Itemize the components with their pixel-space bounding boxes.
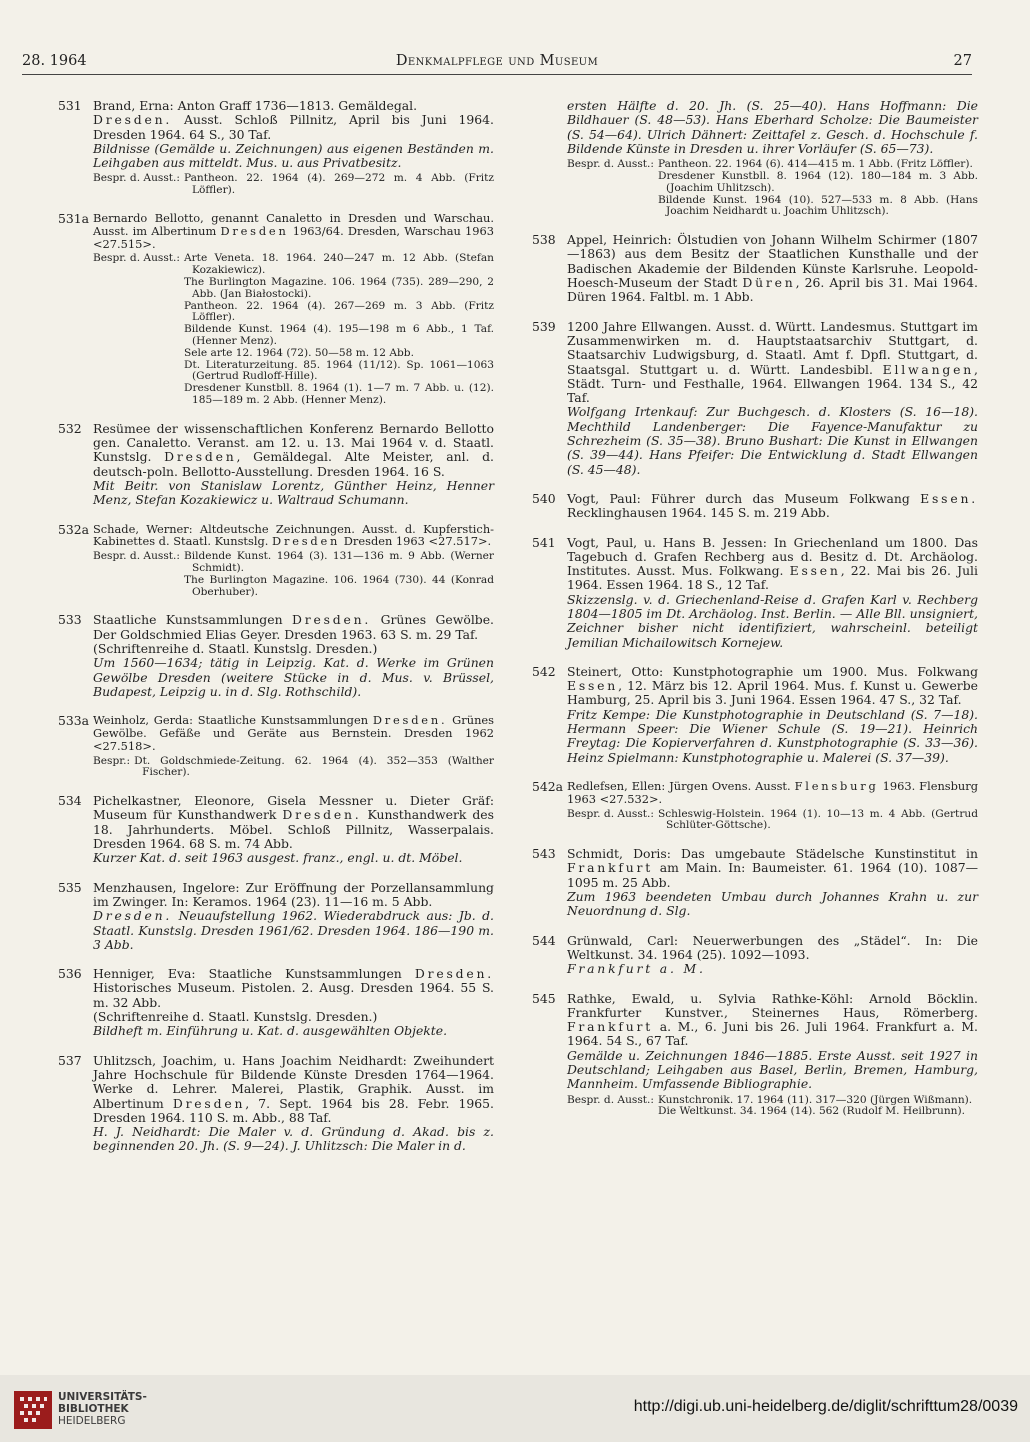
entry-text: Redlefsen, Ellen: Jürgen Ovens. Ausst. Flensburg 1963. Flensburg 1963 <27.532>. (567, 778, 978, 806)
entry-text: Vogt, Paul: Führer durch das Museum Folkwang Essen. Recklinghausen 1964. 145 S. m. 219 Abb. (567, 490, 978, 521)
entry-532a (58, 523, 494, 599)
entry-annotation: Um 1560—1634; tätig in Leipzig. Kat. d. Werke im Grünen Gewölbe Dresden (weitere Stücke in d. Mus. v. Brüssel, Budapest, Leipzig u. in d. Slg. Rothschild). (93, 655, 494, 699)
entry-number: 533 (58, 612, 82, 628)
entry-533a (58, 714, 494, 779)
review-list: Bespr. d. Ausst.: Schleswig-Holstein. 1964 (1). 10—13 m. 4 Abb. (Gertrud Schlüter-Göttsche). (567, 807, 978, 832)
entry-text: Appel, Heinrich: Ölstudien von Johann Wilhelm Schirmer (1807—1863) aus dem Besitz der Staatlichen Kunsthalle und der Badischen Akademie der Bildenden Künste Karlsruhe. Leopold-Hoesch-Museum der Stadt Düren, 26. April bis 31. Mai 1964. Düren 1964. Faltbl. m. 1 Abb. (567, 232, 978, 305)
entry-text: Brand, Erna: Anton Graff 1736—1813. Gemäldegal. Dresden. Ausst. Schloß Pillnitz, April bis Juni 1964. Dresden 1964. 64 S., 30 Taf. (93, 98, 494, 142)
entry-number: 540 (532, 490, 556, 506)
entry-number: 535 (58, 879, 82, 895)
entry-text: Schmidt, Doris: Das umgebaute Städelsche Kunstinstitut in Frankfurt am Main. In: Baumeister. 61. 1964 (10). 1087—1095 m. 25 Abb. (567, 846, 978, 890)
right-column (532, 99, 978, 1133)
review-list: Bespr. d. Ausst.: Pantheon. 22. 1964 (6). 414—415 m. 1 Abb. (Fritz Löffler). Dresdener Kunstbll. 8. 1964 (12). 180—184 m. 3 Abb. (Joachim Uhlitzsch). Bildende Kunst. 1964 (10). 527—533 m. 8 Abb. (Hans Joachim Neidhardt u. Joachim Uhlitzsch). (567, 158, 978, 218)
entry-annotation: H. J. Neidhardt: Die Maler v. d. Gründung d. Akad. bis z. beginnenden 20. Jh. (S. 9—24). J. Uhlitzsch: Die Maler in d. (93, 1124, 494, 1154)
review-list: Bespr. d. Ausst.: Kunstchronik. 17. 1964 (11). 317—320 (Jürgen Wißmann). Die Weltkunst. 34. 1964 (14). 562 (Rudolf M. Heilbrunn). (567, 1093, 973, 1118)
left-column (58, 99, 494, 1169)
entry-text: Uhlitzsch, Joachim, u. Hans Joachim Neidhardt: Zweihundert Jahre Hochschule für Bildende Künste Dresden 1764—1964. Werke d. Lehrer. Malerei, Plastik, Graphik. Ausst. im Albertinum Dresden, 7. Sept. 1964 bis 28. Febr. 1965. Dresden 1964. 110 S. m. Abb., 88 Taf. (93, 1052, 494, 1125)
entry-text: Henniger, Eva: Staatliche Kunstsammlungen Dresden. Historisches Museum. Pistolen. 2. Ausg. Dresden 1964. 55 S. m. 32 Abb. (93, 966, 494, 1010)
entry-535 (58, 881, 494, 952)
entry-text: Resümee der wissenschaftlichen Konferenz Bernardo Bellotto gen. Canaletto. Veranst. am 12. u. 13. Mai 1964 v. d. Staatl. Kunstslg. Dresden, Gemäldegal. Alte Meister, anl. d. deutsch-poln. Bellotto-Ausstellung. Dresden 1964. 16 S. (93, 420, 494, 479)
entry-544 (532, 934, 978, 977)
entry-text: Grünwald, Carl: Neuerwerbungen des „Städel“. In: Die Weltkunst. 34. 1964 (25). 1092—1093. (567, 932, 978, 962)
entry-533 (58, 613, 494, 699)
library-logo-icon (14, 1391, 52, 1429)
entry-number: 532a (58, 521, 90, 537)
entry-number: 531 (58, 98, 82, 113)
entry-number: 542 (532, 663, 556, 679)
library-name: UNIVERSITÄTS- BIBLIOTHEK HEIDELBERG (58, 1391, 147, 1427)
entry-542a (532, 780, 978, 832)
entry-number: 543 (532, 846, 556, 862)
entry-number: 541 (532, 534, 556, 550)
entry-number: 536 (58, 966, 82, 982)
review-list: Bespr.: Dt. Goldschmiede-Zeitung. 62. 1964 (4). 352—353 (Walther Fischer). (93, 754, 494, 779)
entry-538 (532, 233, 978, 304)
entry-540 (532, 492, 978, 521)
entry-annotation: Gemälde u. Zeichnungen 1846—1885. Erste Ausst. seit 1927 in Deutschland; Leihgaben aus Basel, Berlin, Bremen, Hamburg, Mannheim. Umfassende Bibliographie. (567, 1047, 978, 1092)
series-note: (Schriftenreihe d. Staatl. Kunstslg. Dresden.) (93, 1009, 378, 1025)
entry-531 (58, 99, 494, 197)
entry-annotation: ersten Hälfte d. 20. Jh. (S. 25—40). Hans Hoffmann: Die Bildhauer (S. 48—53). Hans Eberhard Scholze: Die Baumeister (S. 54—64). Ulrich Dähnert: Zeittafel z. Gesch. d. Hochschule f. Bildende Künste in Dresden u. ihrer Vorläufer (S. 65—73). (567, 98, 978, 156)
entry-text: Pichelkastner, Eleonore, Gisela Messner u. Dieter Gräf: Museum für Kunsthandwerk Dresden. Kunsthandwerk des 18. Jahrhunderts. Möbel. Schloß Pillnitz, Wasserpalais. Dresden 1964. 68 S. m. 74 Abb. (93, 793, 495, 852)
entry-text: Steinert, Otto: Kunstphotographie um 1900. Mus. Folkwang Essen, 12. März bis 12. April 1964. Mus. f. Kunst u. Gewerbe Hamburg, 25. April bis 3. Juni 1964. Essen 1964. 47 S., 32 Taf. (567, 663, 978, 708)
entry-annotation: Fritz Kempe: Die Kunstphotographie in Deutschland (S. 7—18). Hermann Speer: Die Wiener Schule (S. 19—21). Heinrich Freytag: Die Kopierverfahren d. Kunstphotographie (S. 33—36). Heinz Spielmann: Kunstphotographie u. Malerei (S. 37—39). (567, 706, 978, 765)
entry-annotation: Bildnisse (Gemälde u. Zeichnungen) aus eigenen Beständen m. Leihgaben aus mitteldt. Mus. u. aus Privatbesitz. (93, 140, 494, 171)
volume-year: 28. 1964 (22, 53, 87, 69)
entry-text: Menzhausen, Ingelore: Zur Eröffnung der Porzellansammlung im Zwinger. In: Keramos. 1964 (23). 11—16 m. 5 Abb. (93, 879, 494, 909)
entry-text: 1200 Jahre Ellwangen. Ausst. d. Württ. Landesmus. Stuttgart im Zusammenwirken m. d. Hauptstaatsarchiv Stuttgart, d. Staatsarchiv Ludwigsburg, d. Staatl. Amt f. Dpfl. Stuttgart, d. Staatsgal. Stuttgart u. d. Württ. Landesbibl. Ellwangen, Städt. Turn- und Festhalle, 1964. Ellwangen 1964. 134 S., 42 Taf. (567, 318, 978, 406)
entry-annotation: Skizzenslg. v. d. Griechenland-Reise d. Grafen Karl v. Rechberg 1804—1805 im Dt. Archäolog. Inst. Berlin. — Alle Bll. unsigniert, Zeichner bisher nicht identifiziert, wahrscheinl. beteiligt Jemilian Michailowitsch Kornejew. (567, 591, 978, 650)
entry-537-continued (532, 99, 978, 218)
entry-number: 534 (58, 793, 82, 809)
entry-text: Vogt, Paul, u. Hans B. Jessen: In Griechenland um 1800. Das Tagebuch d. Grafen Rechberg aus d. Besitz d. Dt. Archäolog. Institutes. Ausst. Mus. Folkwang. Essen, 22. Mai bis 26. Juli 1964. Essen 1964. 18 S., 12 Taf. (567, 534, 978, 593)
entry-annotation: Dresden. Neuaufstellung 1962. Wiederabdruck aus: Jb. d. Staatl. Kunstslg. Dresden 1961/62. Dresden 1964. 186—190 m. 3 Abb. (93, 908, 494, 952)
entry-number: 537 (58, 1052, 82, 1068)
entry-number: 532 (58, 420, 82, 436)
entry-text: Staatliche Kunstsammlungen Dresden. Grünes Gewölbe. Der Goldschmied Elias Geyer. Dresden 1963. 63 S. m. 29 Taf. (93, 612, 494, 642)
permalink-url[interactable]: http://digi.ub.uni-heidelberg.de/diglit/schrifttum28/0039 (633, 1398, 1018, 1415)
entry-539 (532, 320, 978, 477)
page-number: 27 (953, 53, 972, 69)
entry-annotation: Bildheft m. Einführung u. Kat. d. ausgewählten Objekte. (93, 1023, 448, 1039)
review-list: Bespr. d. Ausst.: Arte Veneta. 18. 1964. 240—247 m. 12 Abb. (Stefan Kozakiewicz). The Burlington Magazine. 106. 1964 (735). 289—290, 2 Abb. (Jan Białostocki). Pantheon. 22. 1964 (4). 267—269 m. 3 Abb. (Fritz Löffler). Bildende Kunst. 1964 (4). 195—198 m 6 Abb., 1 Taf. (Henner Menz). Sele arte 12. 1964 (72). 50—58 m. 12 Abb. Dt. Literaturzeitung. 85. 1964 (11/12). Sp. 1061—1063 (Gertrud Rudloff-Hille). Dresdener Kunstbll. 8. 1964 (1). 1—7 m. 7 Abb. u. (12). 185—189 m. 2 Abb. (Henner Menz). (93, 252, 494, 407)
entry-number: 539 (532, 318, 556, 334)
entry-text: Rathke, Ewald, u. Sylvia Rathke-Köhl: Arnold Böcklin. Frankfurter Kunstver., Steinernes Haus, Römerberg. Frankfurt a. M., 6. Juni bis 26. Juli 1964. Frankfurt a. M. 1964. 54 S., 67 Taf. (567, 990, 978, 1049)
entry-text: Schade, Werner: Altdeutsche Zeichnungen. Ausst. d. Kupferstich-Kabinettes d. Staatl. Kunstslg. Dresden Dresden 1963 <27.517>. (93, 521, 494, 549)
entry-number: 544 (532, 932, 556, 948)
entry-annotation: Wolfgang Irtenkauf: Zur Buchgesch. d. Klosters (S. 16—18). Mechthild Landenberger: Die Fayence-Manufaktur zu Schrezheim (S. 35—38). Bruno Bushart: Die Kunst in Ellwangen (S. 39—44). Hans Pfeifer: Die Entwicklung d. Stadt Ellwangen (S. 45—48). (567, 404, 978, 477)
entry-annotation: Mit Beitr. von Stanislaw Lorentz, Günther Heinz, Henner Menz, Stefan Kozakiewicz u. Waltraud Schumann. (93, 478, 494, 508)
entry-532 (58, 422, 494, 508)
entry-annotation: Zum 1963 beendeten Umbau durch Johannes Krahn u. zur Neuordnung d. Slg. (567, 889, 978, 919)
entry-536 (58, 967, 494, 1038)
entry-number: 545 (532, 990, 556, 1006)
review-list: Bespr. d. Ausst.: Pantheon. 22. 1964 (4). 269—272 m. 4 Abb. (Fritz Löffler). (93, 172, 494, 197)
entry-annotation: Frankfurt a. M. (567, 961, 706, 977)
entry-542 (532, 665, 978, 765)
entry-534 (58, 794, 494, 865)
entry-number: 531a (58, 211, 90, 227)
header-rule (22, 74, 972, 75)
entry-number: 542a (532, 778, 564, 794)
entry-543 (532, 847, 978, 918)
entry-537 (58, 1054, 494, 1154)
running-header (22, 53, 972, 75)
entry-545 (532, 992, 978, 1119)
journal-section-title: Denkmalpflege und Museum (395, 53, 599, 69)
entry-number: 533a (58, 713, 90, 729)
review-list: Bespr. d. Ausst.: Bildende Kunst. 1964 (3). 131—136 m. 9 Abb. (Werner Schmidt). The Burlington Magazine. 106. 1964 (730). 44 (Konrad Oberhuber). (93, 550, 494, 598)
entry-541 (532, 536, 978, 650)
entry-number: 538 (532, 232, 556, 248)
entry-531a (58, 212, 494, 407)
series-note: (Schriftenreihe d. Staatl. Kunstslg. Dresden.) (93, 640, 378, 656)
entry-text: Bernardo Bellotto, genannt Canaletto in Dresden und Warschau. Ausst. im Albertinum Dresden 1963/64. Dresden, Warschau 1963 <27.515>. (93, 211, 494, 251)
entry-text: Weinholz, Gerda: Staatliche Kunstsammlungen Dresden. Grünes Gewölbe. Gefäße und Geräte aus Bernstein. Dresden 1962 <27.518>. (93, 713, 494, 753)
library-footer (0, 1375, 1030, 1442)
entry-annotation: Kurzer Kat. d. seit 1963 ausgest. franz., engl. u. dt. Möbel. (93, 850, 463, 866)
